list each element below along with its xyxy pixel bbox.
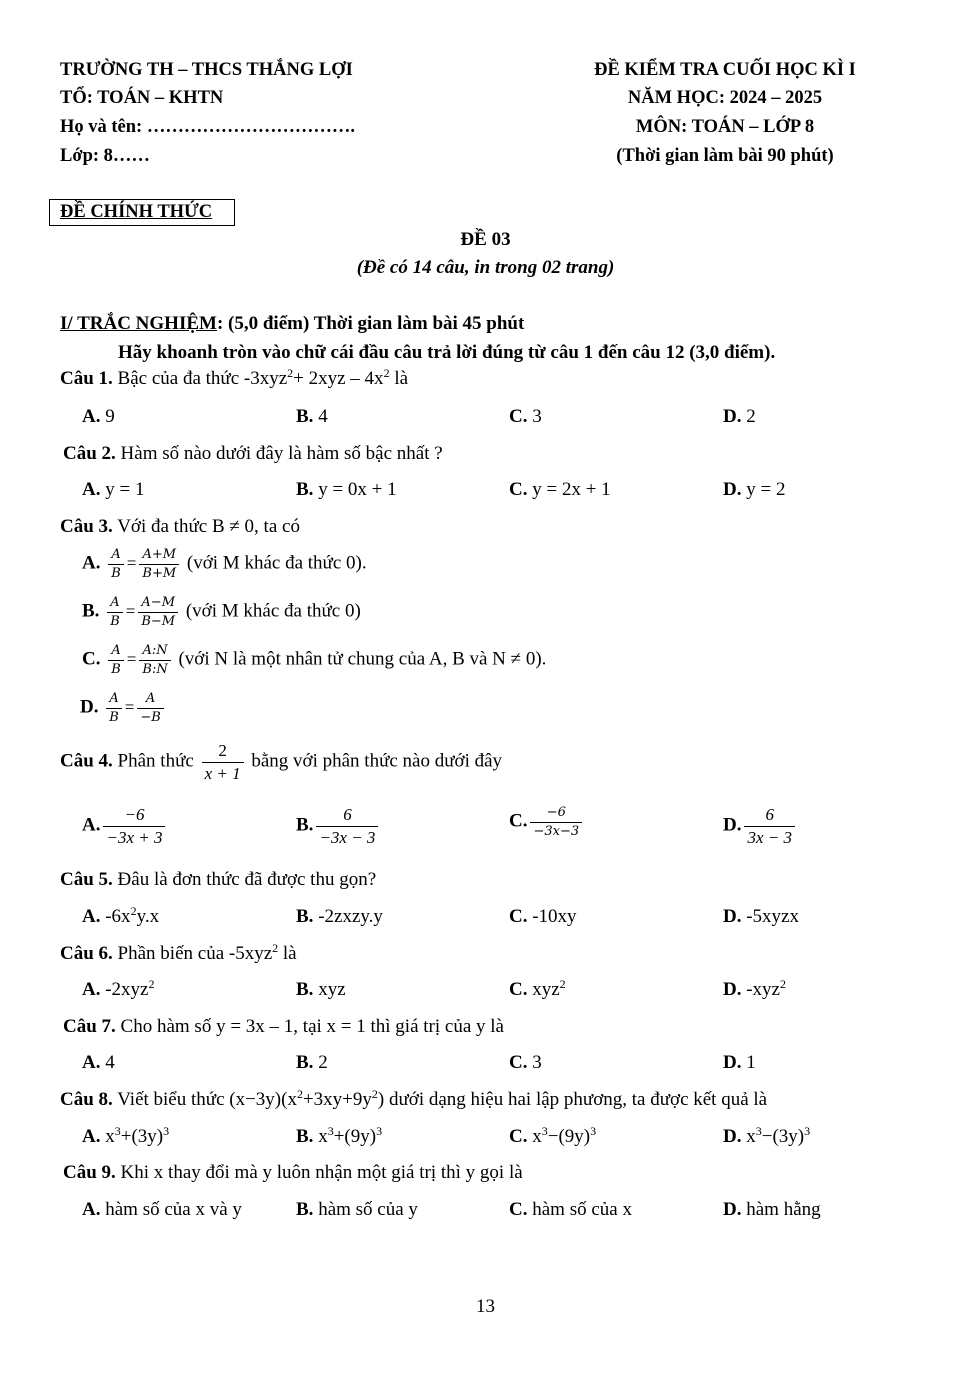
question-label: Câu 4. [60, 750, 113, 772]
fraction [530, 806, 582, 838]
option-label: D. [723, 479, 742, 500]
question-8 [60, 1089, 767, 1111]
fraction [139, 548, 179, 580]
option-label: D. [723, 1052, 742, 1073]
option-label: D. [723, 1126, 742, 1147]
subject: MÔN: TOÁN – LỚP 8 [635, 117, 815, 137]
denominator: B+M [139, 564, 179, 581]
option-value: 3 [527, 406, 542, 427]
equals-sign: = [126, 553, 137, 573]
option-label: D. [723, 814, 742, 836]
question-5 [60, 869, 376, 891]
numerator: A−M [141, 595, 176, 610]
option-label: C. [509, 479, 528, 500]
option-value: -10xy [527, 906, 577, 927]
fraction [108, 548, 124, 580]
q4-option-c[interactable] [509, 806, 585, 838]
option-label: A. [82, 979, 101, 1000]
option-value: 2 [741, 406, 756, 427]
denominator: −B [137, 708, 163, 725]
fraction [138, 596, 178, 628]
option-label: B. [296, 479, 314, 500]
q1-option-a[interactable] [82, 406, 115, 428]
numerator: A [145, 691, 156, 706]
option-value: y.x [136, 906, 160, 927]
denominator: B [107, 612, 123, 629]
fraction [202, 742, 244, 783]
q5-option-b[interactable] [296, 906, 383, 928]
q8-option-d[interactable] [723, 1126, 810, 1148]
q9-option-a[interactable] [82, 1199, 242, 1221]
school-year: NĂM HỌC: 2024 – 2025 [627, 88, 823, 108]
numerator: A [109, 691, 119, 706]
option-label: B. [296, 1126, 314, 1147]
superscript: 2 [296, 1087, 303, 1101]
section-instruction: Hãy khoanh tròn vào chữ cái đầu câu trả lời đúng từ câu 1 đến câu 12 (3,0 điểm). [118, 342, 776, 363]
numerator: 6 [765, 805, 774, 824]
superscript: 2 [559, 977, 566, 991]
q2-option-c[interactable] [509, 479, 611, 501]
option-label: D. [80, 696, 99, 718]
option-note: (với M khác đa thức 0) [181, 600, 361, 622]
q2-option-b[interactable] [296, 479, 397, 501]
option-value: -2xyz [100, 979, 149, 1000]
superscript: 2 [148, 977, 155, 991]
question-text: Viết biểu thức (x−3y)(x [112, 1089, 297, 1110]
q5-option-d[interactable] [723, 906, 799, 928]
question-label: Câu 3. [60, 516, 113, 537]
fraction [103, 806, 165, 847]
option-value: hàm số của x và y [100, 1199, 242, 1220]
option-note: (với N là một nhân tử chung của A, B và N ≠ 0). [173, 648, 547, 670]
exam-title: ĐỀ KIỂM TRA CUỐI HỌC KÌ I [594, 60, 856, 80]
fraction [108, 644, 124, 676]
option-value: 4 [313, 406, 328, 427]
option-value: x [527, 1126, 542, 1147]
option-label: A. [82, 479, 101, 500]
fraction [107, 596, 123, 628]
question-text: Phân thức [112, 750, 199, 772]
option-value: hàm số của x [527, 1199, 632, 1220]
option-value: x [100, 1126, 115, 1147]
section-title [60, 313, 524, 335]
option-label: A. [82, 552, 101, 574]
question-text: là [389, 368, 409, 389]
fraction [744, 806, 795, 847]
q9-option-b[interactable] [296, 1199, 418, 1221]
option-value: -6x [100, 906, 131, 927]
class-line: Lớp: 8…… [60, 146, 150, 166]
question-2 [63, 443, 443, 465]
question-4 [60, 742, 502, 783]
q3-option-d[interactable] [80, 692, 167, 724]
q9-option-c[interactable] [509, 1199, 632, 1221]
denominator: B−M [138, 612, 178, 629]
question-text: Hàm số nào dưới đây là hàm số bậc nhất ? [115, 443, 443, 464]
option-label: A. [82, 814, 101, 836]
denominator: B [108, 660, 124, 677]
numerator: −6 [124, 805, 145, 824]
equals-sign: = [124, 697, 135, 717]
duration: (Thời gian làm bài 90 phút) [616, 146, 834, 166]
question-text: Khi x thay đổi mà y luôn nhận một giá trị thì y gọi là [115, 1162, 523, 1183]
question-text: Bậc của đa thức -3xyz [112, 368, 288, 389]
q6-option-b[interactable] [296, 979, 346, 1001]
q3-option-b[interactable] [82, 596, 361, 628]
superscript: 3 [804, 1124, 811, 1138]
superscript: 2 [130, 904, 137, 918]
option-label: C. [509, 406, 528, 427]
question-text: +3xy+9y [302, 1089, 372, 1110]
option-value: hàm số của y [313, 1199, 418, 1220]
option-value: x [313, 1126, 328, 1147]
denominator: B:N [139, 660, 170, 677]
option-label: B. [296, 979, 314, 1000]
superscript: 3 [114, 1124, 121, 1138]
option-label: A. [82, 406, 101, 427]
q3-option-a[interactable] [82, 548, 367, 580]
q2-option-d[interactable] [723, 479, 785, 501]
numerator: −6 [546, 805, 566, 820]
question-text: Với đa thức B ≠ 0, ta có [112, 516, 300, 537]
superscript: 3 [590, 1124, 597, 1138]
option-label: C. [82, 648, 101, 670]
superscript: 2 [383, 366, 390, 380]
q6-option-c[interactable] [509, 979, 566, 1001]
superscript: 3 [327, 1124, 334, 1138]
option-label: A. [82, 1052, 101, 1073]
option-label: A. [82, 906, 101, 927]
question-text: + 2xyz – 4x [293, 368, 384, 389]
fraction [106, 692, 122, 724]
q8-option-b[interactable] [296, 1126, 382, 1148]
q6-option-a[interactable] [82, 979, 155, 1001]
q5-option-c[interactable] [509, 906, 577, 928]
question-6 [60, 943, 297, 965]
q7-option-a[interactable] [82, 1052, 115, 1074]
q4-option-b[interactable] [296, 806, 381, 847]
option-value: x [741, 1126, 756, 1147]
option-label: D. [723, 906, 742, 927]
question-label: Câu 2. [63, 443, 116, 464]
section-title-rest: : (5,0 điểm) Thời gian làm bài 45 phút [216, 313, 525, 334]
q1-option-b[interactable] [296, 406, 328, 428]
question-text: là [278, 943, 297, 964]
page-number: 13 [476, 1296, 495, 1317]
option-value: y = 2 [741, 479, 786, 500]
option-value: y = 0x + 1 [313, 479, 397, 500]
question-text: ) dưới dạng hiệu hai lập phương, ta được kết quả là [377, 1089, 768, 1110]
equals-sign: = [126, 649, 137, 669]
denominator: B [108, 564, 124, 581]
fraction [139, 644, 170, 676]
q8-option-c[interactable] [509, 1126, 596, 1148]
numerator: A:N [142, 643, 168, 658]
q4-option-a[interactable] [82, 806, 168, 847]
denominator: −3x−3 [530, 822, 582, 839]
option-value: −(9y) [547, 1126, 591, 1147]
denominator: 3x − 3 [744, 826, 795, 847]
superscript: 2 [371, 1087, 378, 1101]
question-text: Phần biến của -5xyz [112, 943, 273, 964]
option-value: -5xyzx [741, 906, 799, 927]
denominator: B [106, 708, 122, 725]
official-label [49, 199, 235, 226]
section-title-main: I/ TRẮC NGHIỆM [60, 313, 217, 334]
option-label: C. [509, 1126, 528, 1147]
option-value: xyz [527, 979, 560, 1000]
option-value: hàm hằng [741, 1199, 821, 1220]
question-label: Câu 8. [60, 1089, 113, 1110]
question-text: Cho hàm số y = 3x – 1, tại x = 1 thì giá trị của y là [115, 1016, 504, 1037]
question-label: Câu 5. [60, 869, 113, 890]
option-value: +(9y) [333, 1126, 377, 1147]
q7-option-d[interactable] [723, 1052, 756, 1074]
q1-option-d[interactable] [723, 406, 756, 428]
option-value: 3 [527, 1052, 542, 1073]
question-text: Đâu là đơn thức đã được thu gọn? [112, 869, 377, 890]
question-text: bằng với phân thức nào dưới đây [246, 750, 503, 772]
equals-sign: = [125, 601, 136, 621]
option-label: A. [82, 1199, 101, 1220]
question-9 [63, 1162, 523, 1184]
superscript: 3 [541, 1124, 548, 1138]
question-label: Câu 6. [60, 943, 113, 964]
exam-note: (Đề có 14 câu, in trong 02 trang) [356, 257, 615, 278]
question-1 [60, 368, 408, 390]
superscript: 2 [287, 366, 294, 380]
option-label: B. [296, 406, 314, 427]
option-value: -xyz [741, 979, 780, 1000]
numerator: A [110, 595, 120, 610]
fraction [316, 806, 378, 847]
numerator: A+M [142, 547, 177, 562]
option-value: 1 [741, 1052, 756, 1073]
superscript: 2 [780, 977, 786, 991]
superscript: 3 [163, 1124, 170, 1138]
school-name: TRƯỜNG TH – THCS THẮNG LỢI [60, 60, 353, 80]
q2-option-a[interactable] [82, 479, 144, 501]
question-7 [63, 1016, 504, 1038]
option-label: D. [723, 1199, 742, 1220]
q9-option-d[interactable] [723, 1199, 821, 1221]
option-label: D. [723, 979, 742, 1000]
option-label: A. [82, 1126, 101, 1147]
option-value: y = 2x + 1 [527, 479, 611, 500]
superscript: 3 [755, 1124, 762, 1138]
option-label: B. [296, 906, 314, 927]
option-note: (với M khác đa thức 0). [182, 552, 367, 574]
denominator: x + 1 [202, 762, 244, 783]
fraction [137, 692, 163, 724]
q1-option-c[interactable] [509, 406, 542, 428]
question-label: Câu 7. [63, 1016, 116, 1037]
q6-option-d[interactable] [723, 979, 786, 1001]
denominator: −3x + 3 [103, 826, 165, 847]
option-value: y = 1 [100, 479, 145, 500]
option-value: 4 [100, 1052, 115, 1073]
numerator: 2 [218, 741, 227, 760]
option-label: B. [296, 1199, 314, 1220]
q4-option-d[interactable] [723, 806, 798, 847]
q5-option-a[interactable] [82, 906, 159, 928]
q3-option-c[interactable] [82, 644, 546, 676]
option-value: 2 [313, 1052, 328, 1073]
denominator: −3x − 3 [316, 826, 378, 847]
question-label: Câu 9. [63, 1162, 116, 1183]
option-value: -2zxzy.y [313, 906, 383, 927]
option-label: B. [296, 1052, 314, 1073]
question-label: Câu 1. [60, 368, 113, 389]
option-label: C. [509, 906, 528, 927]
question-3 [60, 516, 300, 538]
numerator: A [111, 643, 121, 658]
q7-option-b[interactable] [296, 1052, 328, 1074]
name-line: Họ và tên: ……………………………. [60, 117, 355, 137]
superscript: 2 [272, 941, 279, 955]
numerator: 6 [343, 805, 352, 824]
option-value: −(3y) [761, 1126, 805, 1147]
numerator: A [111, 547, 121, 562]
official-text: ĐỀ CHÍNH THỨC [60, 202, 213, 222]
option-label: D. [723, 406, 742, 427]
option-label: B. [82, 600, 100, 622]
option-value: xyz [313, 979, 346, 1000]
option-label: C. [509, 1052, 528, 1073]
q7-option-c[interactable] [509, 1052, 542, 1074]
option-value: 9 [100, 406, 115, 427]
exam-code: ĐỀ 03 [460, 229, 511, 250]
superscript: 3 [376, 1124, 383, 1138]
option-label: B. [296, 814, 314, 836]
department: TỔ: TOÁN – KHTN [60, 88, 224, 108]
option-value: +(3y) [120, 1126, 164, 1147]
option-label: C. [509, 1199, 528, 1220]
option-label: C. [509, 979, 528, 1000]
option-label: C. [509, 810, 528, 832]
q8-option-a[interactable] [82, 1126, 169, 1148]
